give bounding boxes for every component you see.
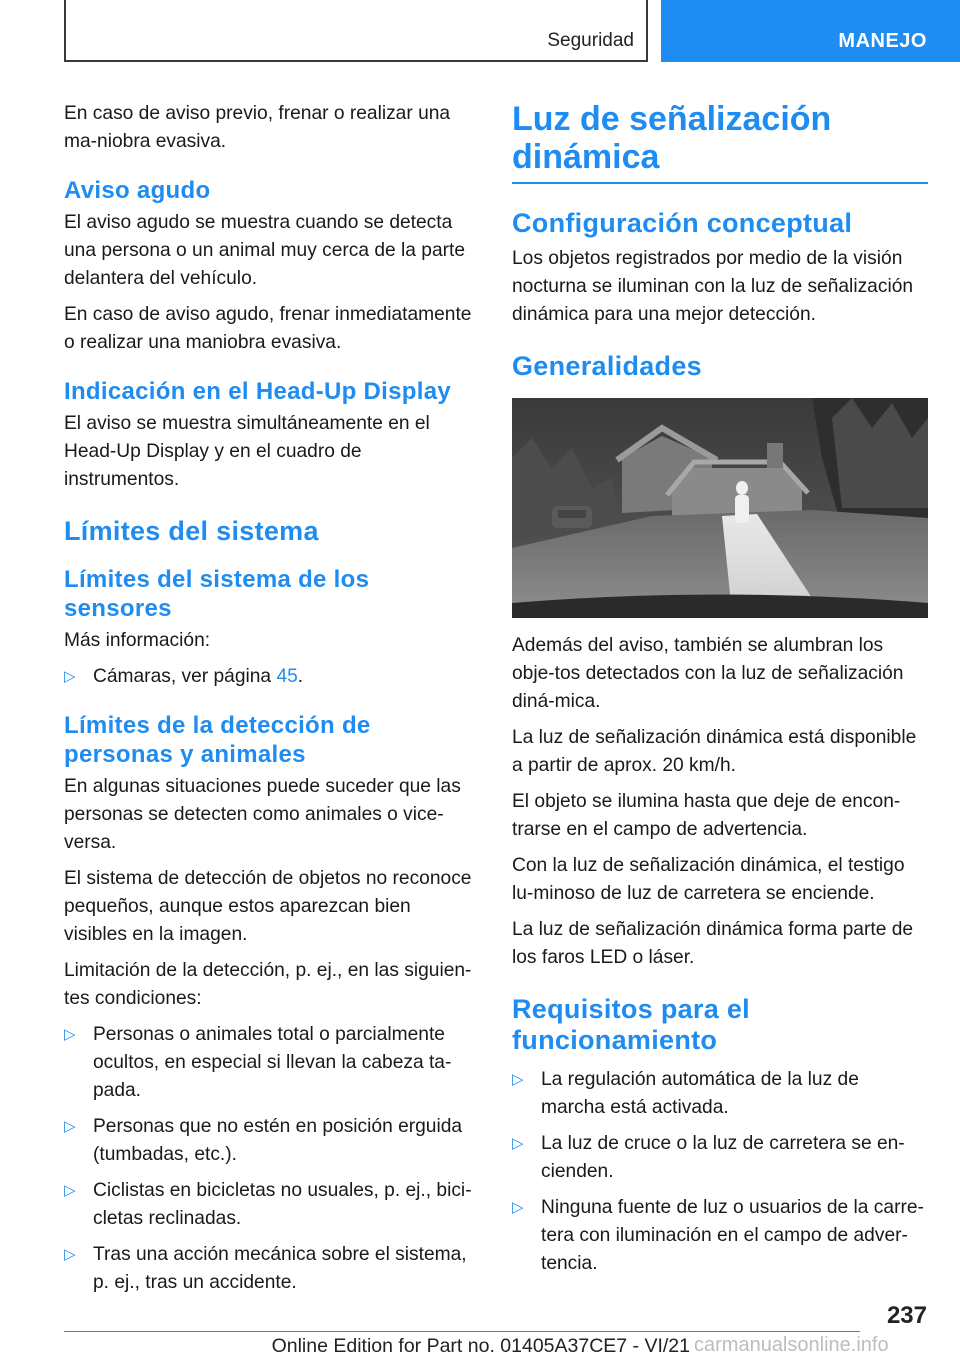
requisitos-list	[512, 1066, 928, 1278]
paragraph: En caso de aviso agudo, frenar inmediatamente o realizar una maniobra evasiva.	[64, 304, 472, 353]
paragraph: Los objetos registrados por medio de la visión nocturna se iluminan con la luz de señalización dinámica para una mejor detección.	[512, 248, 914, 325]
paragraph: El sistema de detección de objetos no reconoce pequeños, aunque estos aparezcan bien visibles en la imagen.	[64, 868, 472, 945]
watermark: carmanualsonline.info	[694, 1334, 889, 1356]
paragraph: El aviso se muestra simultáneamente en el Head-Up Display y en el cuadro de instrumentos.	[64, 413, 430, 490]
header-section-box	[64, 0, 648, 62]
list-item: ▷ La regulación automática de la luz de marcha está activada.	[512, 1066, 928, 1122]
paragraph: Con la luz de señalización dinámica, el testigo lu-minoso de luz de carretera se enciende.	[512, 855, 905, 904]
header-chapter-tab[interactable]	[661, 0, 960, 62]
bullet-triangle-icon: ▷	[512, 1071, 524, 1088]
bullet-triangle-icon: ▷	[512, 1199, 524, 1216]
paragraph: El objeto se ilumina hasta que deje de encon-trarse en el campo de advertencia.	[512, 791, 901, 840]
paragraph: La luz de señalización dinámica está disponible a partir de aprox. 20 km/h.	[512, 727, 917, 776]
list-item: ▷ Ciclistas en bicicletas no usuales, p. ej., bici-cletas reclinadas.	[64, 1177, 478, 1233]
page-link[interactable]: 45	[276, 666, 298, 687]
list-item: ▷ Ninguna fuente de luz o usuarios de la carre-tera con iluminación en el campo de adver-tencia.	[512, 1194, 928, 1278]
list-item: ▷ Personas que no estén en posición erguida (tumbadas, etc.).	[64, 1113, 478, 1169]
heading-rule	[512, 182, 928, 184]
paragraph: El aviso agudo se muestra cuando se detecta una persona o un animal muy cerca de la parte delantera del vehículo.	[64, 212, 466, 289]
paragraph: Más información:	[64, 630, 211, 651]
heading-limites-sensores: Límites del sistema de los sensores	[64, 566, 370, 622]
right-column	[512, 100, 928, 1286]
night-vision-photo	[512, 398, 928, 618]
paragraph: La luz de señalización dinámica forma parte de los faros LED o láser.	[512, 919, 914, 968]
bullet-triangle-icon: ▷	[64, 1026, 76, 1043]
bullet-triangle-icon: ▷	[64, 1182, 76, 1199]
bullet-triangle-icon: ▷	[64, 668, 76, 685]
footer-rule	[64, 1331, 860, 1332]
deteccion-list	[64, 1021, 478, 1297]
bullet-triangle-icon: ▷	[64, 1118, 76, 1135]
heading-aviso-agudo: Aviso agudo	[64, 177, 211, 204]
paragraph: En caso de aviso previo, frenar o realizar una ma-niobra evasiva.	[64, 103, 451, 152]
heading-luz-senalizacion: Luz de señalización dinámica	[512, 100, 832, 176]
paragraph: Limitación de la detección, p. ej., en las siguien-tes condiciones:	[64, 960, 472, 1009]
left-column	[64, 100, 478, 1305]
heading-head-up-display: Indicación en el Head-Up Display	[64, 378, 452, 405]
page-number: 237	[886, 1302, 927, 1329]
list-item: ▷ La luz de cruce o la luz de carretera se en-cienden.	[512, 1130, 928, 1186]
heading-limites-deteccion: Límites de la detección de personas y animales	[64, 712, 371, 768]
header-section-title: Seguridad	[547, 30, 634, 51]
list-item: ▷ Personas o animales total o parcialmente ocultos, en especial si llevan la cabeza ta-pada.	[64, 1021, 478, 1105]
bullet-triangle-icon: ▷	[64, 1246, 76, 1263]
heading-generalidades: Generalidades	[512, 351, 702, 381]
paragraph: En algunas situaciones puede suceder que las personas se detecten como animales o vice-versa.	[64, 776, 461, 853]
footer-edition: Online Edition for Part no. 01405A37CE7 - VI/21	[271, 1335, 690, 1357]
heading-limites-sistema: Límites del sistema	[64, 516, 319, 546]
paragraph: Además del aviso, también se alumbran los obje-tos detectados con la luz de señalización diná-mica.	[512, 635, 904, 712]
heading-configuracion: Configuración conceptual	[512, 208, 853, 238]
sensores-list	[64, 663, 478, 691]
header-chapter-label: MANEJO	[838, 30, 927, 52]
list-item: ▷ Tras una acción mecánica sobre el sistema, p. ej., tras un accidente.	[64, 1241, 478, 1297]
list-item: ▷ Cámaras, ver página 45.	[64, 663, 478, 691]
heading-requisitos: Requisitos para el funcionamiento	[512, 994, 750, 1055]
bullet-triangle-icon: ▷	[512, 1135, 524, 1152]
